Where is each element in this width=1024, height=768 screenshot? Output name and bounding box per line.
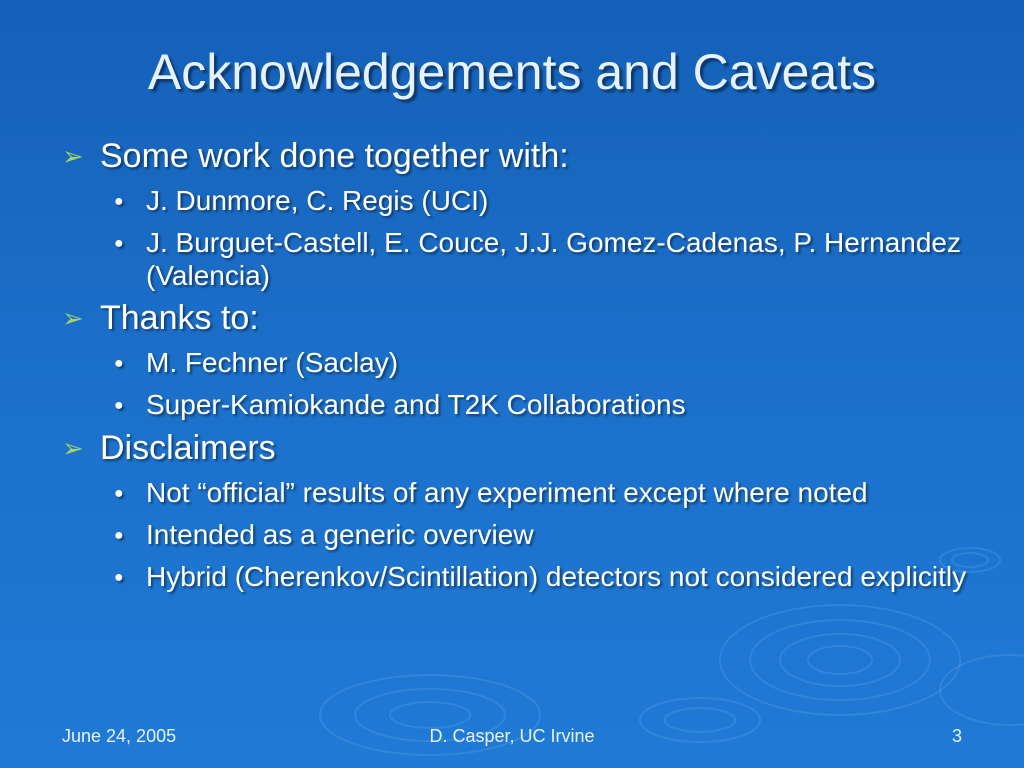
sub-bullet-item <box>114 346 982 380</box>
bullet-text: Thanks to: <box>100 299 259 337</box>
sub-bullet-item <box>114 560 982 594</box>
arrowhead-icon: ➢ <box>62 433 84 463</box>
slide-title: Acknowledgements and Caveats <box>147 44 877 100</box>
sub-bullet-item <box>114 226 982 292</box>
footer-page-number: 3 <box>951 726 962 746</box>
bullet-text: Some work done together with: <box>100 137 569 175</box>
slide-footer <box>0 724 1024 752</box>
dot-icon: ● <box>114 569 124 586</box>
arrowhead-icon: ➢ <box>62 141 84 171</box>
sub-bullet-text: Not “official” results of any experiment except where noted <box>146 477 868 508</box>
dot-icon: ● <box>114 193 124 210</box>
bullet-text: Disclaimers <box>100 429 276 467</box>
sub-bullet-item <box>114 476 982 510</box>
sub-bullet-item <box>114 184 982 218</box>
bullet-item <box>62 298 982 338</box>
bullet-item <box>62 136 982 176</box>
sub-bullet-text: M. Fechner (Saclay) <box>146 347 399 378</box>
sub-bullet-text: J. Dunmore, C. Regis (UCI) <box>146 185 489 216</box>
dot-icon: ● <box>114 397 124 414</box>
sub-bullet-text: Super-Kamiokande and T2K Collaborations <box>146 389 686 420</box>
footer-author: D. Casper, UC Irvine <box>429 726 595 746</box>
arrowhead-icon: ➢ <box>62 303 84 333</box>
dot-icon: ● <box>114 235 124 252</box>
bullet-list <box>62 130 982 594</box>
dot-icon: ● <box>114 355 124 372</box>
sub-bullet-text: J. Burguet-Castell, E. Couce, J.J. Gomez-Cadenas, P. Hernandez (Valencia) <box>146 227 961 291</box>
bullet-item <box>62 428 982 468</box>
sub-bullet-text: Hybrid (Cherenkov/Scintillation) detectors not considered explicitly <box>146 561 967 592</box>
sub-bullet-item <box>114 518 982 552</box>
sub-bullet-text: Intended as a generic overview <box>146 519 534 550</box>
dot-icon: ● <box>114 485 124 502</box>
footer-date: June 24, 2005 <box>62 726 177 746</box>
dot-icon: ● <box>114 527 124 544</box>
sub-bullet-item <box>114 388 982 422</box>
